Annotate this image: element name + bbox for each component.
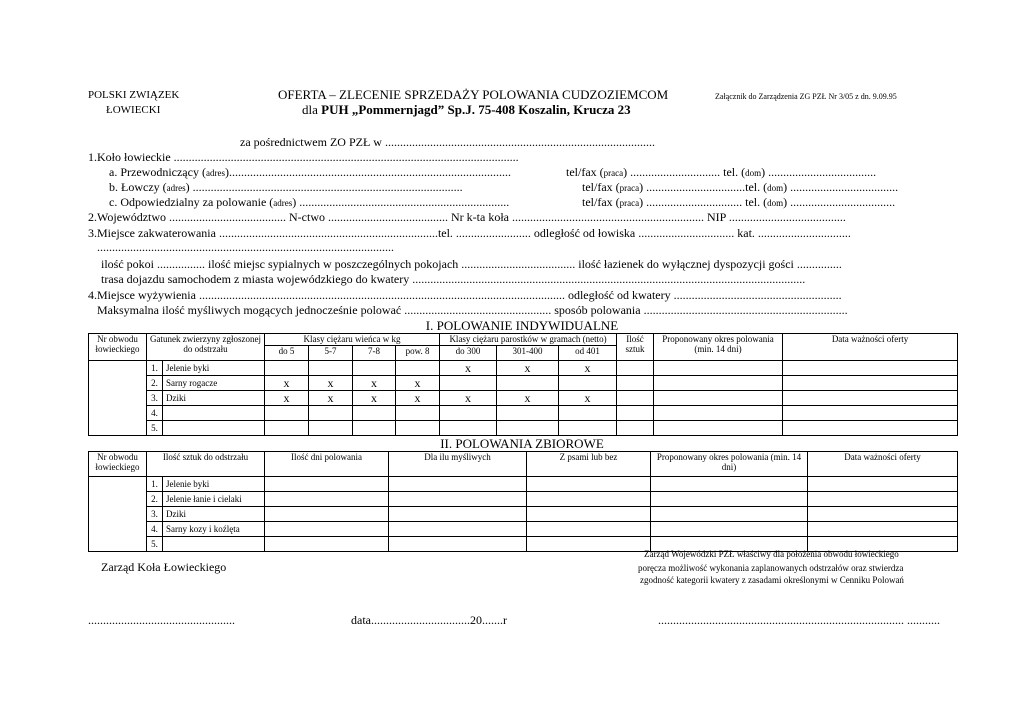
mark-cell xyxy=(559,376,617,391)
mark-cell[interactable] xyxy=(309,406,353,421)
species-name: Dziki xyxy=(163,507,265,522)
intermediary-line: za pośrednictwem ZO PZŁ w .......................................................................................... xyxy=(240,135,655,149)
mark-cell[interactable] xyxy=(559,406,617,421)
okres-cell[interactable] xyxy=(651,477,808,492)
species-name: Sarny kozy i koźlęta xyxy=(163,522,265,537)
data-cell[interactable] xyxy=(808,522,958,537)
hdr-parostki: Klasy ciężaru parostków w gramach (netto) xyxy=(440,334,617,346)
odpowiedzialny-line: c. Odpowiedzialny za polowanie (adres) ...................................................................... xyxy=(109,195,510,209)
data-cell[interactable] xyxy=(783,421,958,436)
mark-cell xyxy=(497,376,559,391)
mark-cell[interactable] xyxy=(265,406,309,421)
mark-cell: x xyxy=(497,361,559,376)
org-name-line1: POLSKI ZWIĄZEK xyxy=(88,89,180,101)
okres-cell[interactable] xyxy=(654,406,783,421)
wojewodztwo-line: 2.Województwo ....................................... N-ctwo ........................................ Nr k-ta koła ................................................................ NIP ....................................... xyxy=(88,210,846,224)
signature-left: ................................................. xyxy=(88,613,235,627)
table-individual-hunting xyxy=(88,333,958,436)
okres-cell[interactable] xyxy=(651,507,808,522)
species-name[interactable] xyxy=(163,406,265,421)
mark-cell[interactable] xyxy=(497,421,559,436)
trasa-line: trasa dojazdu samochodem z miasta wojewódzkiego do kwatery ................................................................................................................................... xyxy=(101,272,806,286)
mark-cell: x xyxy=(440,391,497,406)
cell-obwod xyxy=(89,361,147,436)
pokoje-line: ilość pokoi ................ ilość miejsc sypialnych w poszczególnych pokojach ...................................... ilość łazienek do wyłącznej dyspozycji gości ............... xyxy=(101,257,842,271)
mark-cell: x xyxy=(396,376,440,391)
hdr-obwod: Nr obwodu łowieckiego xyxy=(89,334,147,361)
species-name: Dziki xyxy=(163,391,265,406)
row-number: 3. xyxy=(147,507,163,522)
mark-cell[interactable] xyxy=(440,406,497,421)
mark-cell xyxy=(265,361,309,376)
table-row xyxy=(89,421,958,436)
kolo-line: 1.Koło łowieckie ................................................................................................................... xyxy=(88,150,519,164)
mark-cell[interactable] xyxy=(440,421,497,436)
mark-cell: x xyxy=(559,361,617,376)
table-row xyxy=(89,522,958,537)
hdr2-dni: Ilość dni polowania xyxy=(265,452,389,477)
hdr-gatunek: Gatunek zwierzyny zgłoszonej do odstrzału xyxy=(147,334,265,361)
row-number: 1. xyxy=(147,477,163,492)
zarzad-woj-line2: poręcza możliwość wykonania zaplanowanych odstrzałów oraz stwierdza xyxy=(638,563,904,573)
mark-cell: x xyxy=(497,391,559,406)
sub-301-400: 301-400 xyxy=(497,346,559,361)
zakwaterowanie-line: 3.Miejsce zakwaterowania .........................................................................tel. ......................... odległość od łowiska ................................ kat. ............................... xyxy=(88,226,851,240)
ilosc-cell[interactable] xyxy=(617,391,654,406)
mysliwi-cell[interactable] xyxy=(389,522,527,537)
mark-cell xyxy=(440,376,497,391)
sub-pow8: pow. 8 xyxy=(396,346,440,361)
hdr-wieniec: Klasy ciężaru wieńca w kg xyxy=(265,334,440,346)
okres-cell[interactable] xyxy=(654,421,783,436)
data-cell[interactable] xyxy=(783,376,958,391)
dni-cell[interactable] xyxy=(265,522,389,537)
hdr2-okres: Proponowany okres polowania (min. 14 dni) xyxy=(651,452,808,477)
mark-cell[interactable] xyxy=(396,406,440,421)
mark-cell[interactable] xyxy=(396,421,440,436)
dni-cell[interactable] xyxy=(265,492,389,507)
species-name: Jelenie byki xyxy=(163,361,265,376)
row-number: 5. xyxy=(147,421,163,436)
ilosc-cell[interactable] xyxy=(617,376,654,391)
mark-cell: x xyxy=(265,391,309,406)
mark-cell: x xyxy=(353,391,396,406)
hdr-data: Data ważności oferty xyxy=(783,334,958,361)
row-number: 3. xyxy=(147,391,163,406)
data-cell[interactable] xyxy=(808,507,958,522)
psy-cell[interactable] xyxy=(527,537,651,552)
zarzad-kola-label: Zarząd Koła Łowieckiego xyxy=(101,560,227,574)
table-row xyxy=(89,492,958,507)
hdr2-obwod: Nr obwodu łowieckiego xyxy=(89,452,147,477)
psy-cell[interactable] xyxy=(527,477,651,492)
species-name: Jelenie byki xyxy=(163,477,265,492)
ilosc-cell[interactable] xyxy=(617,361,654,376)
hdr2-mysliwi: Dla ilu myśliwych xyxy=(389,452,527,477)
hdr2-psy: Z psami lub bez xyxy=(527,452,651,477)
table-row xyxy=(89,507,958,522)
cell-obwod[interactable] xyxy=(89,477,147,552)
table-row xyxy=(89,361,958,376)
odpowiedzialny-tel: tel/fax (praca) ................................ tel. (dom) ................................... xyxy=(582,195,896,209)
mark-cell[interactable] xyxy=(265,421,309,436)
mark-cell: x xyxy=(309,376,353,391)
okres-cell[interactable] xyxy=(654,361,783,376)
mysliwi-cell[interactable] xyxy=(389,537,527,552)
sub-5-7: 5-7 xyxy=(309,346,353,361)
section1-title: I. POLOWANIE INDYWIDUALNE xyxy=(425,318,619,333)
sub-do300: do 300 xyxy=(440,346,497,361)
data-cell[interactable] xyxy=(808,477,958,492)
przewodniczacy-line: a. Przewodniczący (adres).............................................................................................. xyxy=(109,165,511,179)
species-name[interactable] xyxy=(163,421,265,436)
mysliwi-cell[interactable] xyxy=(389,477,527,492)
mark-cell xyxy=(353,361,396,376)
data-cell[interactable] xyxy=(808,492,958,507)
mark-cell xyxy=(396,361,440,376)
row-number: 4. xyxy=(147,406,163,421)
data-cell[interactable] xyxy=(783,391,958,406)
mark-cell[interactable] xyxy=(353,421,396,436)
mark-cell: x xyxy=(309,391,353,406)
ilosc-cell[interactable] xyxy=(617,421,654,436)
table-row xyxy=(89,376,958,391)
section2-title: II. POLOWANIA ZBIOROWE xyxy=(440,436,604,451)
table-row xyxy=(89,477,958,492)
przewodniczacy-tel: tel/fax (praca) .............................. tel. (dom) .................................... xyxy=(566,165,877,179)
signature-right: .................................................................................. ........... xyxy=(658,613,940,627)
mark-cell: x xyxy=(353,376,396,391)
dni-cell[interactable] xyxy=(265,477,389,492)
mark-cell[interactable] xyxy=(309,421,353,436)
okres-cell[interactable] xyxy=(654,391,783,406)
mark-cell: x xyxy=(559,391,617,406)
okres-cell[interactable] xyxy=(654,376,783,391)
lowczy-tel: tel/fax (praca) .................................tel. (dom) .................................... xyxy=(582,180,899,194)
hdr2-data: Data ważności oferty xyxy=(808,452,958,477)
row-number: 4. xyxy=(147,522,163,537)
dots-line: ................................................................................................... xyxy=(97,240,394,254)
data-cell[interactable] xyxy=(783,361,958,376)
company-name: PUH „Pommernjagd” Sp.J. 75-408 Koszalin, Krucza 23 xyxy=(321,102,631,117)
species-name[interactable] xyxy=(163,537,265,552)
row-number: 5. xyxy=(147,537,163,552)
psy-cell[interactable] xyxy=(527,522,651,537)
zarzad-woj-line3: zgodność kategorii kwatery z zasadami określonymi w Cenniku Polowań xyxy=(640,575,904,585)
mark-cell[interactable] xyxy=(559,421,617,436)
mysliwi-cell[interactable] xyxy=(389,507,527,522)
row-number: 2. xyxy=(147,492,163,507)
species-name: Jelenie łanie i cielaki xyxy=(163,492,265,507)
row-number: 2. xyxy=(147,376,163,391)
dni-cell[interactable] xyxy=(265,537,389,552)
company-line xyxy=(302,102,631,118)
lowczy-line: b. Łowczy (adres) .......................................................................................... xyxy=(109,180,463,194)
mysliwi-cell[interactable] xyxy=(389,492,527,507)
sub-7-8: 7-8 xyxy=(353,346,396,361)
zarzad-woj-line1: Zarząd Wojewódzki PZŁ właściwy dla położenia obwodu łowieckiego xyxy=(644,549,899,559)
mark-cell[interactable] xyxy=(353,406,396,421)
table-group-hunting xyxy=(88,451,958,552)
psy-cell[interactable] xyxy=(527,507,651,522)
mark-cell: x xyxy=(396,391,440,406)
row-number: 1. xyxy=(147,361,163,376)
ilosc-cell[interactable] xyxy=(617,406,654,421)
date-line: data.................................20.......r xyxy=(351,613,507,627)
species-name: Sarny rogacze xyxy=(163,376,265,391)
okres-cell[interactable] xyxy=(651,522,808,537)
sub-do5: do 5 xyxy=(265,346,309,361)
hdr-okres: Proponowany okres polowania (min. 14 dni) xyxy=(654,334,783,361)
table-row xyxy=(89,406,958,421)
table-row xyxy=(89,391,958,406)
mark-cell[interactable] xyxy=(497,406,559,421)
maks-line: Maksymalna ilość myśliwych mogących jednocześnie polować ................................................. sposób polowania .................................................................... xyxy=(97,303,848,317)
org-name-line2: ŁOWIECKI xyxy=(106,104,161,116)
mark-cell: x xyxy=(265,376,309,391)
hdr-ilosc: Ilość sztuk xyxy=(617,334,654,361)
document-title: OFERTA – ZLECENIE SPRZEDAŻY POLOWANIA CUDZOZIEMCOM xyxy=(278,87,669,102)
mark-cell: x xyxy=(440,361,497,376)
wyzywienie-line: 4.Miejsce wyżywienia .......................................................................................................................... odległość od kwatery ........................................................ xyxy=(88,288,842,302)
mark-cell xyxy=(309,361,353,376)
sub-od401: od 401 xyxy=(559,346,617,361)
dni-cell[interactable] xyxy=(265,507,389,522)
data-cell[interactable] xyxy=(783,406,958,421)
attachment-note: Załącznik do Zarządzenia ZG PZŁ Nr 3/05 z dn. 9.09.95 xyxy=(715,92,897,101)
hdr2-ilosc: Ilość sztuk do odstrzału xyxy=(147,452,265,477)
psy-cell[interactable] xyxy=(527,492,651,507)
okres-cell[interactable] xyxy=(651,492,808,507)
dla-label: dla xyxy=(302,102,318,117)
